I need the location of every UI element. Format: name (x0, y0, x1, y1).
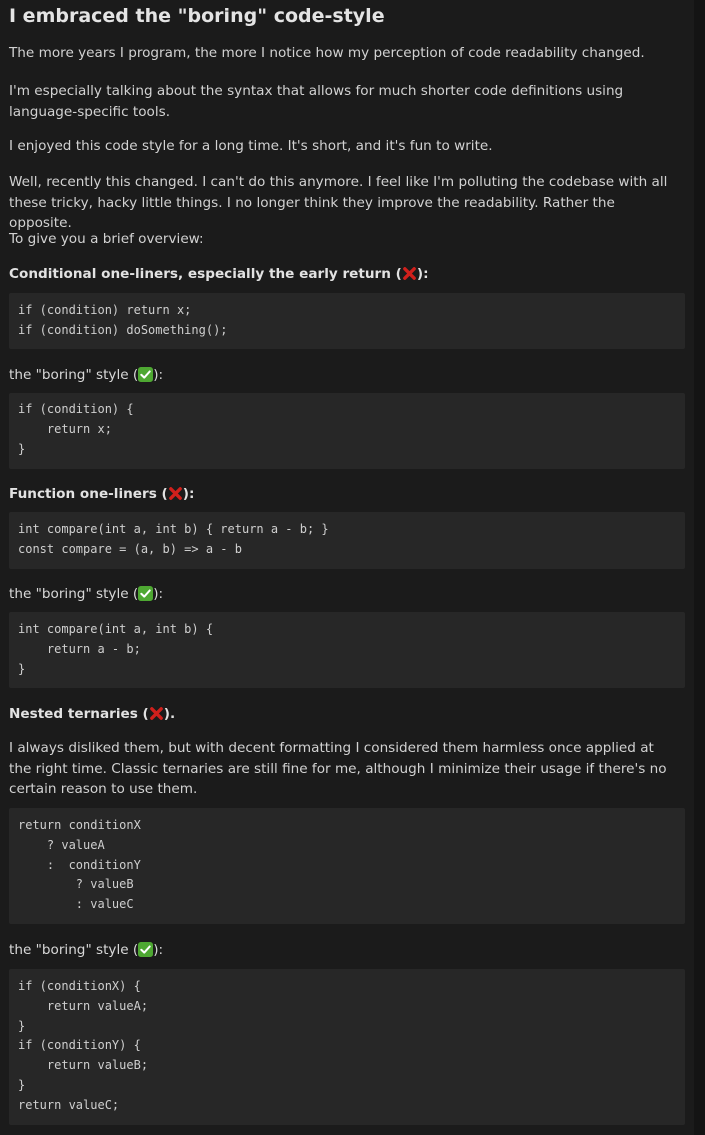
code-block-good-conditional (9, 393, 685, 469)
section-heading-end: ): (416, 266, 429, 282)
section-heading-nested-ternaries (9, 705, 175, 723)
code-text: if (condition) return x; if (condition) doSomething(); (18, 303, 228, 337)
code-block-bad-conditional (9, 293, 685, 349)
boring-style-text: the "boring" style ( (9, 586, 139, 602)
boring-style-text: the "boring" style ( (9, 367, 139, 383)
code-block-good-function (9, 612, 685, 688)
code-block-bad-function (9, 512, 685, 569)
intro-paragraph-4: Well, recently this changed. I can't do this anymore. I feel like I'm polluting the codebase with all these tricky, hacky little things. I no longer think they improve the readability. Rather the opposite. (9, 174, 668, 231)
section-heading-text: Conditional one-liners, especially the early return ( (9, 266, 402, 282)
nested-ternaries-description: I always disliked them, but with decent formatting I considered them harmless once applied at the right time. Classic ternaries are still fine for me, although I minimize their usage if there's no certain reason to use them. (9, 740, 667, 797)
cross-mark-icon (402, 266, 417, 281)
boring-style-end: ): (153, 586, 164, 602)
check-mark-icon (138, 586, 153, 601)
code-block-good-ternary (9, 969, 685, 1125)
boring-style-label-3 (9, 941, 163, 959)
code-text: return conditionX ? valueA : conditionY ? valueB : valueC (18, 818, 141, 912)
intro-paragraph-5: To give you a brief overview: (9, 231, 204, 247)
check-mark-icon (138, 367, 153, 382)
page-edge (694, 0, 705, 1135)
boring-style-end: ): (153, 942, 164, 958)
boring-style-label-1 (9, 366, 163, 384)
check-mark-icon (138, 942, 153, 957)
intro-paragraph-1: The more years I program, the more I notice how my perception of code readability changed. (9, 45, 645, 61)
code-text: int compare(int a, int b) { return a - b; } (18, 622, 214, 676)
section-heading-end: ). (163, 706, 176, 722)
code-text: if (conditionX) { return valueA; } if (conditionY) { return valueB; } return valueC; (18, 979, 149, 1112)
section-heading-conditional-one-liners (9, 265, 429, 283)
boring-style-end: ): (153, 367, 164, 383)
section-heading-function-one-liners (9, 485, 194, 503)
section-heading-text: Function one-liners ( (9, 486, 168, 502)
intro-paragraph-2: I'm especially talking about the syntax that allows for much shorter code definitions using language-specific tools. (9, 83, 624, 120)
boring-style-label-2 (9, 585, 163, 603)
cross-mark-icon (168, 486, 183, 501)
section-heading-text: Nested ternaries ( (9, 706, 149, 722)
code-text: int compare(int a, int b) { return a - b; } const compare = (a, b) => a - b (18, 522, 329, 556)
cross-mark-icon (149, 706, 164, 721)
boring-style-text: the "boring" style ( (9, 942, 139, 958)
intro-paragraph-3: I enjoyed this code style for a long time. It's short, and it's fun to write. (9, 138, 493, 154)
section-heading-end: ): (182, 486, 195, 502)
article-title: I embraced the "boring" code-style (9, 5, 385, 27)
code-block-bad-ternary (9, 808, 685, 924)
code-text: if (condition) { return x; } (18, 402, 134, 456)
